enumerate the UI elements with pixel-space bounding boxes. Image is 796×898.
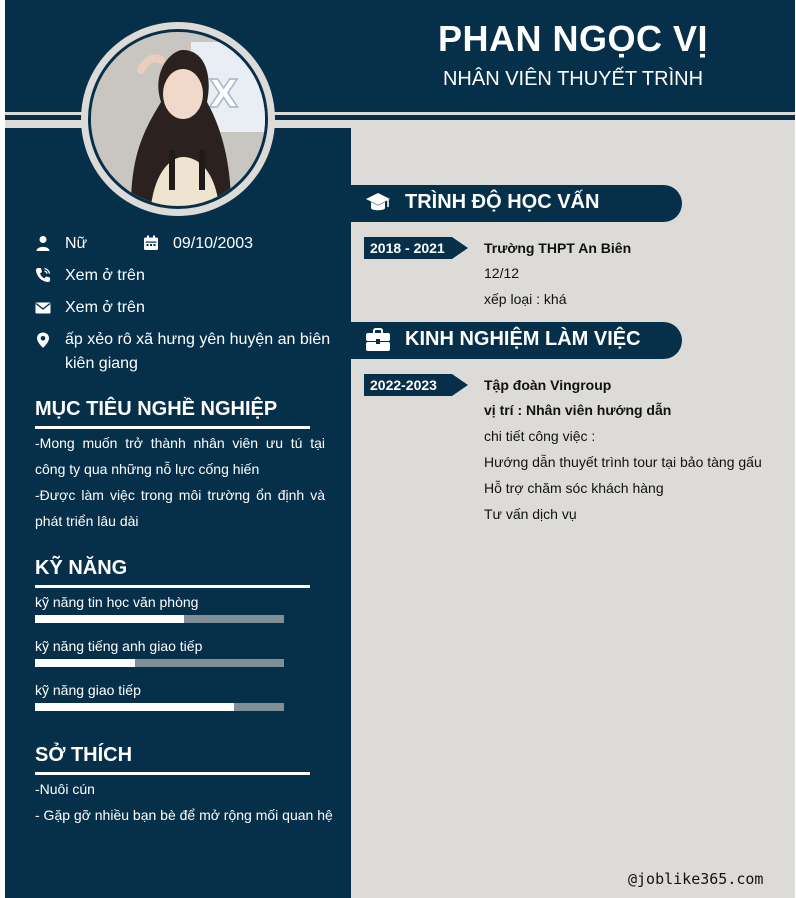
hobby-item-1: -Nuôi cún	[35, 781, 95, 797]
skill-bar-3	[35, 703, 284, 711]
skill-label-3: kỹ năng giao tiếp	[35, 682, 141, 698]
skill-bar-1	[35, 615, 284, 623]
watermark: @joblike365.com	[628, 870, 764, 888]
objective-line-2: -Được làm việc trong môi trường ổn định và phát triển lâu dài	[35, 487, 325, 529]
education-title: TRÌNH ĐỘ HỌC VẤN	[405, 191, 600, 213]
skill-fill-1	[35, 615, 184, 623]
candidate-name: PHAN NGỌC VỊ	[437, 18, 709, 59]
avatar	[91, 32, 265, 206]
experience-company: Tập đoàn Vingroup	[484, 377, 612, 393]
svg-text:X: X	[209, 72, 239, 116]
skill-bar-2	[35, 659, 284, 667]
graduation-cap-icon	[365, 190, 391, 216]
phone-value: Xem ở trên	[65, 267, 145, 284]
experience-title: KINH NGHIỆM LÀM VIỆC	[405, 328, 641, 350]
phone-icon	[35, 267, 51, 283]
experience-details-label: chi tiết công việc :	[484, 428, 596, 444]
email-value: Xem ở trên	[65, 299, 145, 316]
skill-fill-3	[35, 703, 234, 711]
experience-position: vị trí : Nhân viên hướng dẫn	[484, 402, 672, 418]
avatar-frame	[81, 22, 275, 216]
skills-title: KỸ NĂNG	[35, 557, 128, 579]
avatar-photo	[91, 32, 265, 206]
hobbies-underline	[35, 772, 310, 775]
resume-page	[5, 0, 795, 898]
calendar-icon	[143, 235, 159, 251]
experience-detail-1: Hướng dẫn thuyết trình tour tại bảo tàng gấu	[484, 454, 762, 470]
location-pin-icon	[35, 332, 51, 348]
objective-title: MỤC TIÊU NGHỀ NGHIỆP	[35, 398, 278, 420]
briefcase-icon	[365, 327, 391, 353]
objective-underline	[35, 426, 310, 429]
gender-value: Nữ	[65, 235, 88, 252]
education-school: Trường THPT An Biên	[484, 240, 632, 256]
experience-period-tag	[364, 374, 468, 396]
skills-underline	[35, 585, 310, 588]
skill-fill-2	[35, 659, 135, 667]
objective-line-1: -Mong muốn trở thành nhân viên ưu tú tại công ty qua những nỗ lực cống hiến	[35, 435, 325, 477]
skill-label-1: kỹ năng tin học văn phòng	[35, 594, 199, 610]
experience-detail-3: Tư vấn dịch vụ	[484, 506, 577, 522]
skill-label-2: kỹ năng tiếng anh giao tiếp	[35, 638, 203, 654]
birthday-value: 09/10/2003	[173, 235, 254, 252]
hobby-item-2: - Gặp gỡ nhiều bạn bè để mở rộng mối quan hệ	[35, 807, 333, 823]
experience-banner	[351, 322, 682, 359]
experience-detail-2: Hỗ trợ chăm sóc khách hàng	[484, 480, 664, 496]
education-banner	[351, 185, 682, 222]
hobbies-title: SỞ THÍCH	[35, 744, 133, 766]
address-value: ấp xẻo rô xã hưng yên huyện an biên kiên giang	[65, 331, 331, 372]
education-period: 2018 - 2021	[370, 240, 445, 256]
person-icon	[35, 235, 51, 251]
candidate-role: NHÂN VIÊN THUYẾT TRÌNH	[442, 68, 704, 90]
education-period-tag	[364, 237, 468, 259]
education-ranking: xếp loại : khá	[484, 291, 567, 307]
education-grade: 12/12	[484, 265, 520, 281]
experience-period: 2022-2023	[370, 377, 437, 393]
email-icon	[35, 300, 51, 316]
